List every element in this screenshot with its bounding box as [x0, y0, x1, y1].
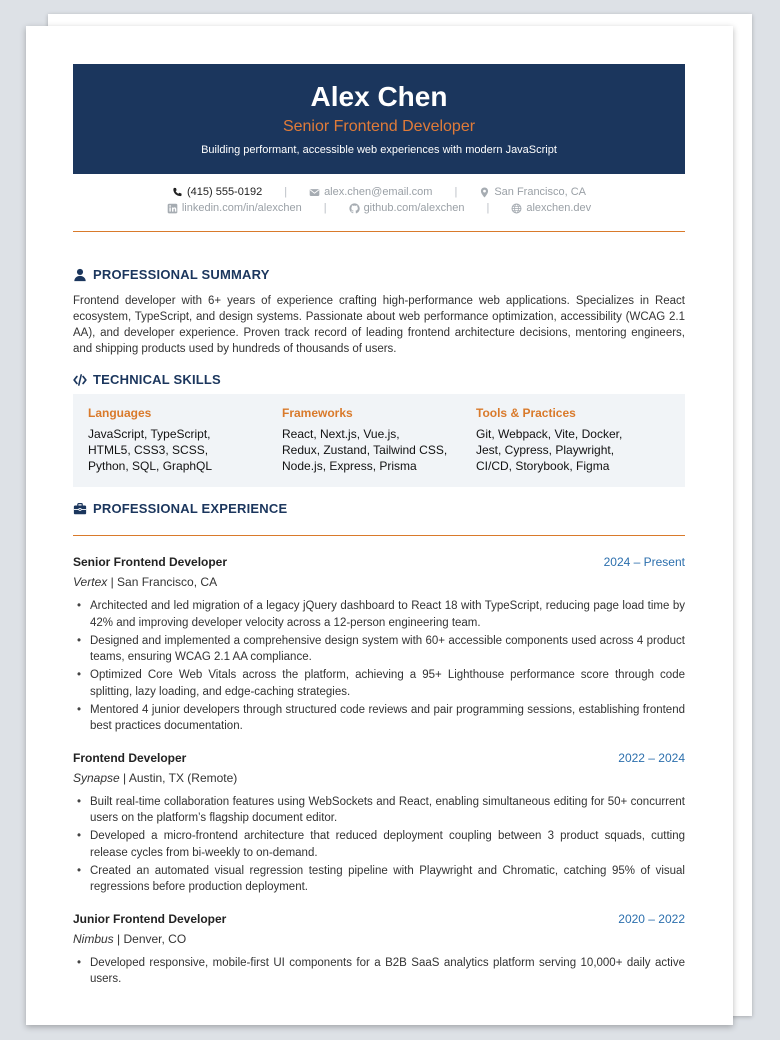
contact-website[interactable] [511, 202, 591, 214]
header-divider [73, 231, 685, 232]
resume-header [73, 64, 685, 174]
job-bullets [73, 955, 685, 988]
job-company-line [73, 932, 685, 946]
contact-phone [172, 186, 262, 198]
job-bullets [73, 794, 685, 896]
skill-line: Redux, Zustand, Tailwind CSS, [282, 443, 448, 457]
skills-box [73, 394, 685, 487]
job-dates: 2024 – Present [603, 555, 685, 569]
job-dates: 2020 – 2022 [618, 911, 685, 926]
job-bullet: • Designed and implemented a comprehensive design system with 60+ accessible components used across 4 product teams, ensuring WCAG 2.1 AA compliance. [73, 633, 685, 666]
location-text: San Francisco, CA [494, 186, 587, 198]
contact-location [479, 186, 586, 198]
skill-category: Languages [88, 406, 152, 420]
job-bullet: • Created an automated visual regression testing pipeline with Playwright and Chromatic, catching 95% of visual regressions before production deployment. [73, 863, 685, 896]
job-role: Junior Frontend Developer [73, 911, 227, 926]
job-company: Nimbus [73, 931, 114, 946]
job-entry [73, 555, 685, 735]
skill-category: Frameworks [282, 406, 353, 420]
job-location: | Austin, TX (Remote) [119, 770, 238, 785]
job-bullet: • Built real-time collaboration features using WebSockets and React, enabling simultaneous editing for 50+ concurrent users on the platform’s flagship document editor. [73, 794, 685, 827]
skills-heading-text: TECHNICAL SKILLS [93, 372, 221, 387]
briefcase-icon [73, 502, 87, 516]
linkedin-text: linkedin.com/in/alexchen [181, 202, 302, 214]
contact-github[interactable] [349, 202, 465, 214]
job-company: Vertex [73, 575, 108, 589]
summary-heading [73, 267, 685, 282]
skill-line: Jest, Cypress, Playwright, [476, 443, 615, 457]
phone-icon [172, 187, 183, 198]
skill-column-frameworks [282, 406, 476, 487]
job-entry [73, 751, 685, 896]
job-bullets [73, 598, 685, 735]
job-company-line [73, 575, 685, 589]
summary-heading-text: PROFESSIONAL SUMMARY [93, 267, 270, 282]
job-entry [73, 912, 685, 988]
summary-text: Frontend developer with 6+ years of experience crafting high-performance web applications. Specializes in React ecosystem, TypeScript, and design systems. Passionate about web performance optimization, accessibility (WCAG 2.1 AA), and developer experience. Proven track record of leading frontend architecture decisions, mentoring engineers, and shipping products used by hundreds of thousands of users. [73, 295, 685, 355]
job-bullet: • Architected and led migration of a legacy jQuery dashboard to React 18 with TypeScript, reducing page load time by 42% and improving developer velocity across a 12-person engineering team. [73, 598, 685, 631]
globe-icon [511, 203, 522, 214]
skill-line: Python, SQL, GraphQL [88, 459, 213, 473]
experience-divider [73, 535, 685, 536]
job-bullet: • Developed a micro-frontend architecture that reduced deployment coupling between 3 product squads, cutting release cycles from bi-weekly to on-demand. [73, 828, 685, 861]
contact-row-1 [73, 184, 685, 200]
resume-page [26, 26, 733, 1025]
skill-line: JavaScript, TypeScript, [88, 427, 211, 441]
experience-heading [73, 501, 685, 516]
contact-row-2 [73, 200, 685, 216]
code-icon [73, 373, 87, 387]
phone-text: (415) 555-0192 [186, 186, 263, 198]
skill-line: React, Next.js, Vue.js, [282, 427, 400, 441]
job-role: Senior Frontend Developer [73, 555, 228, 569]
candidate-tagline: Building performant, accessible web experiences with modern JavaScript [201, 144, 557, 156]
resume-content [73, 64, 685, 989]
map-pin-icon [479, 187, 490, 198]
github-icon [349, 203, 360, 214]
skill-column-languages [88, 406, 282, 487]
job-company-line [73, 771, 685, 785]
job-bullet: • Mentored 4 junior developers through structured code reviews and pair programming sessions, establishing frontend best practices documentation. [73, 702, 685, 735]
skill-line: Node.js, Express, Prisma [282, 459, 417, 473]
website-text: alexchen.dev [526, 202, 592, 214]
contact-linkedin[interactable] [167, 202, 302, 214]
candidate-title: Senior Frontend Developer [282, 118, 476, 135]
job-dates: 2022 – 2024 [618, 750, 685, 765]
skill-column-tools [476, 406, 670, 487]
linkedin-icon [167, 203, 178, 214]
contact-separator: | [323, 202, 327, 214]
skill-line: HTML5, CSS3, SCSS, [88, 443, 209, 457]
job-company: Synapse [73, 770, 120, 785]
candidate-name: Alex Chen [310, 81, 448, 112]
email-text: alex.chen@email.com [324, 186, 433, 198]
job-role: Frontend Developer [73, 750, 187, 765]
skill-line: CI/CD, Storybook, Figma [476, 459, 610, 473]
user-icon [73, 268, 87, 282]
job-location: | San Francisco, CA [107, 575, 218, 589]
skill-line: Git, Webpack, Vite, Docker, [476, 427, 623, 441]
job-bullet: • Developed responsive, mobile-first UI components for a B2B SaaS analytics platform serving 10,000+ daily active users. [73, 955, 685, 988]
contact-separator: | [454, 186, 458, 198]
contact-email[interactable] [309, 186, 432, 198]
job-bullet: • Optimized Core Web Vitals across the platform, achieving a 95+ Lighthouse performance score through code splitting, lazy loading, and edge-caching strategies. [73, 667, 685, 700]
github-text: github.com/alexchen [363, 202, 465, 214]
job-location: | Denver, CO [113, 931, 187, 946]
contact-separator: | [486, 202, 490, 214]
contact-separator: | [284, 186, 288, 198]
experience-heading-text: PROFESSIONAL EXPERIENCE [93, 501, 288, 516]
skill-category: Tools & Practices [476, 406, 576, 420]
envelope-icon [309, 187, 320, 198]
skills-heading [73, 372, 685, 387]
